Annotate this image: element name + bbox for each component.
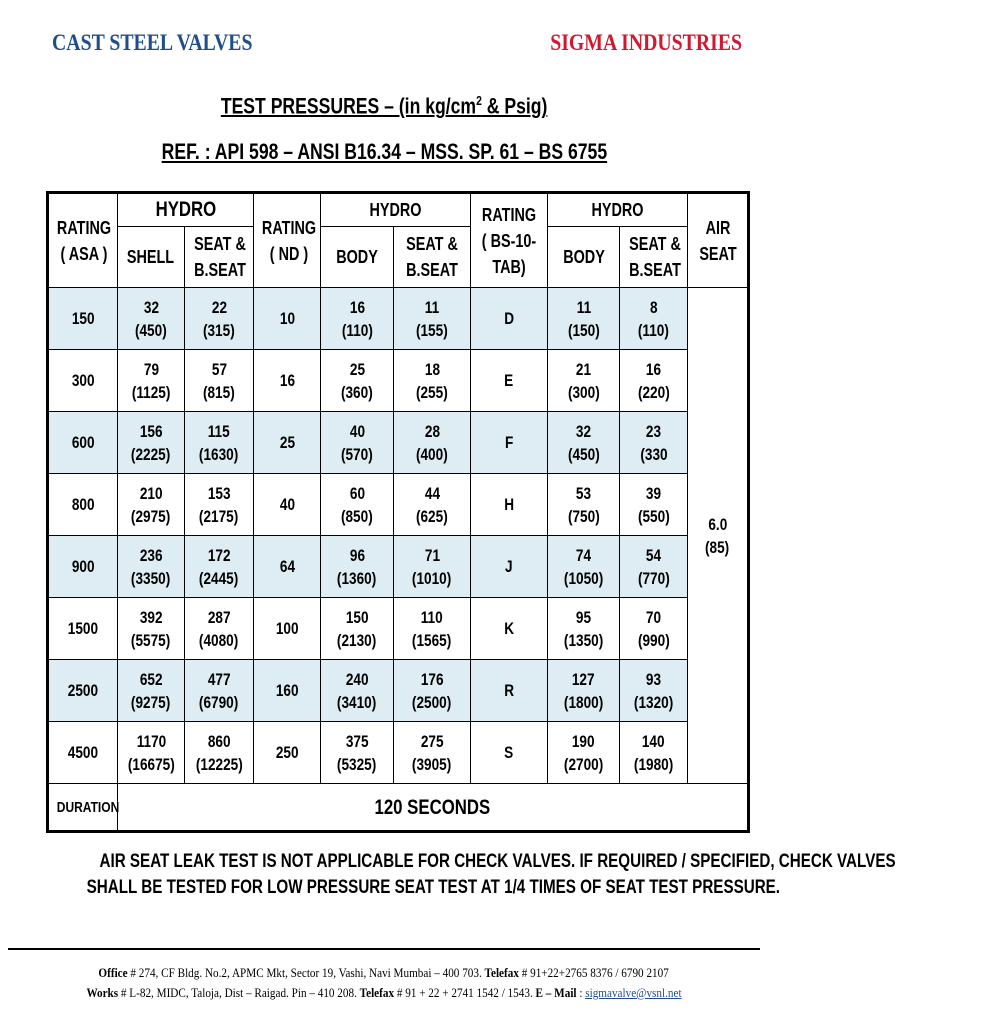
- cell-body-3: 74 (1050): [548, 536, 620, 598]
- telefax-label-1: Telefax: [484, 965, 520, 980]
- cell-shell: 652 (9275): [118, 660, 185, 722]
- email-label: E – Mail: [535, 985, 577, 1000]
- header-rating-asa: RATING ( ASA ): [48, 193, 118, 288]
- cell-body-3: 53 (750): [548, 474, 620, 536]
- works-address: # L-82, MIDC, Taloja, Dist – Raigad. Pin – 410 208.: [118, 985, 360, 1000]
- cell-shell: 156 (2225): [118, 412, 185, 474]
- table-row: [48, 660, 749, 722]
- cell-rating-bs: E: [471, 350, 548, 412]
- cell-rating-asa: 300: [48, 350, 118, 412]
- air-seat-note: [0, 849, 896, 901]
- header-air-seat: AIR SEAT: [688, 193, 749, 288]
- cell-seat: 57 (815): [185, 350, 254, 412]
- cell-shell: 1170 (16675): [118, 722, 185, 784]
- cell-seat: 477 (6790): [185, 660, 254, 722]
- title-text: TEST PRESSURES – (in kg/cm: [220, 93, 476, 119]
- cell-body: 150 (2130): [321, 598, 394, 660]
- cell-rating-bs: R: [471, 660, 548, 722]
- cell-body: 16 (110): [321, 288, 394, 350]
- cell-rating-asa: 900: [48, 536, 118, 598]
- table-row: [48, 722, 749, 784]
- header-shell: SHELL: [118, 227, 185, 288]
- cell-shell: 32 (450): [118, 288, 185, 350]
- cell-seat-3: 93 (1320): [620, 660, 688, 722]
- telefax-office: # 91+22+2765 8376 / 6790 2107: [519, 965, 670, 980]
- cell-shell: 392 (5575): [118, 598, 185, 660]
- cell-body: 240 (3410): [321, 660, 394, 722]
- cell-rating-nd: 25: [254, 412, 321, 474]
- duration-row: [48, 784, 749, 832]
- cell-rating-nd: 160: [254, 660, 321, 722]
- cell-body: 60 (850): [321, 474, 394, 536]
- office-address: # 274, CF Bldg. No.2, APMC Mkt, Sector 19, Vashi, Navi Mumbai – 400 703.: [127, 965, 485, 980]
- cell-seat-3: 23 (330: [620, 412, 688, 474]
- cell-seat-3: 39 (550): [620, 474, 688, 536]
- duration-label: DURATION: [48, 784, 118, 832]
- footer-contact: [0, 963, 768, 1003]
- cell-seat-3: 54 (770): [620, 536, 688, 598]
- cell-body: 40 (570): [321, 412, 394, 474]
- cell-air-seat: 6.0 (85): [688, 288, 749, 784]
- cell-rating-asa: 600: [48, 412, 118, 474]
- document-header-left: CAST STEEL VALVES: [52, 30, 253, 55]
- reference-standards: [0, 139, 768, 165]
- cell-rating-bs: S: [471, 722, 548, 784]
- header-seat-1: SEAT & B.SEAT: [185, 227, 254, 288]
- cell-rating-nd: 40: [254, 474, 321, 536]
- cell-shell: 210 (2975): [118, 474, 185, 536]
- cell-rating-nd: 10: [254, 288, 321, 350]
- cell-rating-nd: 100: [254, 598, 321, 660]
- cell-body-3: 95 (1350): [548, 598, 620, 660]
- cell-seat-2: 11 (155): [394, 288, 471, 350]
- header-rating-bs: RATING ( BS-10- TAB): [471, 193, 548, 288]
- cell-seat: 860 (12225): [185, 722, 254, 784]
- header-seat-3: SEAT & B.SEAT: [620, 227, 688, 288]
- works-label: Works: [86, 985, 119, 1000]
- cell-seat-3: 140 (1980): [620, 722, 688, 784]
- cell-seat-3: 70 (990): [620, 598, 688, 660]
- cell-seat-2: 28 (400): [394, 412, 471, 474]
- header-hydro-2: HYDRO: [321, 193, 471, 227]
- note-line-1: AIR SEAT LEAK TEST IS NOT APPLICABLE FOR CHECK VALVES. IF REQUIRED / SPECIFIED, CHECK VALVES: [99, 851, 896, 872]
- telefax-works: # 91 + 22 + 2741 1542 / 1543.: [394, 985, 536, 1000]
- test-pressure-table: [46, 191, 750, 833]
- cell-rating-asa: 150: [48, 288, 118, 350]
- cell-seat: 153 (2175): [185, 474, 254, 536]
- header-body-3: BODY: [548, 227, 620, 288]
- cell-body-3: 11 (150): [548, 288, 620, 350]
- cell-rating-nd: 16: [254, 350, 321, 412]
- cell-seat: 22 (315): [185, 288, 254, 350]
- table-row: [48, 598, 749, 660]
- table-row: [48, 412, 749, 474]
- header-hydro-3: HYDRO: [548, 193, 688, 227]
- cell-rating-nd: 64: [254, 536, 321, 598]
- title-text-rest: & Psig): [481, 93, 548, 119]
- cell-rating-asa: 800: [48, 474, 118, 536]
- telefax-label-2: Telefax: [359, 985, 395, 1000]
- cell-seat-3: 16 (220): [620, 350, 688, 412]
- table-row: [48, 536, 749, 598]
- cell-body-3: 32 (450): [548, 412, 620, 474]
- cell-shell: 236 (3350): [118, 536, 185, 598]
- cell-seat: 115 (1630): [185, 412, 254, 474]
- footer-divider: [8, 948, 760, 950]
- cell-seat-2: 176 (2500): [394, 660, 471, 722]
- cell-body: 96 (1360): [321, 536, 394, 598]
- cell-rating-asa: 2500: [48, 660, 118, 722]
- cell-seat-2: 44 (625): [394, 474, 471, 536]
- cell-seat-3: 8 (110): [620, 288, 688, 350]
- cell-rating-bs: K: [471, 598, 548, 660]
- company-name: SIGMA INDUSTRIES: [550, 30, 742, 55]
- title-superscript: 2: [475, 93, 482, 108]
- cell-body-3: 190 (2700): [548, 722, 620, 784]
- table-row: [48, 350, 749, 412]
- cell-rating-asa: 1500: [48, 598, 118, 660]
- duration-value: 120 SECONDS: [118, 784, 749, 832]
- cell-rating-bs: F: [471, 412, 548, 474]
- header-hydro-1: HYDRO: [118, 193, 254, 227]
- cell-seat-2: 18 (255): [394, 350, 471, 412]
- reference-text: REF. : API 598 – ANSI B16.34 – MSS. SP. 61 – BS 6755: [161, 139, 607, 164]
- cell-rating-asa: 4500: [48, 722, 118, 784]
- cell-body: 375 (5325): [321, 722, 394, 784]
- cell-seat-2: 71 (1010): [394, 536, 471, 598]
- cell-seat: 287 (4080): [185, 598, 254, 660]
- cell-body: 25 (360): [321, 350, 394, 412]
- cell-seat-2: 110 (1565): [394, 598, 471, 660]
- cell-rating-nd: 250: [254, 722, 321, 784]
- table-row: [48, 288, 749, 350]
- table-row: [48, 474, 749, 536]
- cell-seat-2: 275 (3905): [394, 722, 471, 784]
- cell-shell: 79 (1125): [118, 350, 185, 412]
- cell-rating-bs: H: [471, 474, 548, 536]
- cell-seat: 172 (2445): [185, 536, 254, 598]
- office-label: Office: [98, 965, 128, 980]
- header-rating-nd: RATING ( ND ): [254, 193, 321, 288]
- cell-rating-bs: D: [471, 288, 548, 350]
- note-line-2: SHALL BE TESTED FOR LOW PRESSURE SEAT TEST AT 1/4 TIMES OF SEAT TEST PRESSURE.: [86, 877, 781, 898]
- page-title: [0, 93, 768, 119]
- header-body-2: BODY: [321, 227, 394, 288]
- cell-body-3: 21 (300): [548, 350, 620, 412]
- cell-body-3: 127 (1800): [548, 660, 620, 722]
- email-separator: :: [576, 985, 586, 1000]
- email-link[interactable]: sigmavalve@vsnl.net: [585, 985, 682, 1000]
- header-seat-2: SEAT & B.SEAT: [394, 227, 471, 288]
- cell-rating-bs: J: [471, 536, 548, 598]
